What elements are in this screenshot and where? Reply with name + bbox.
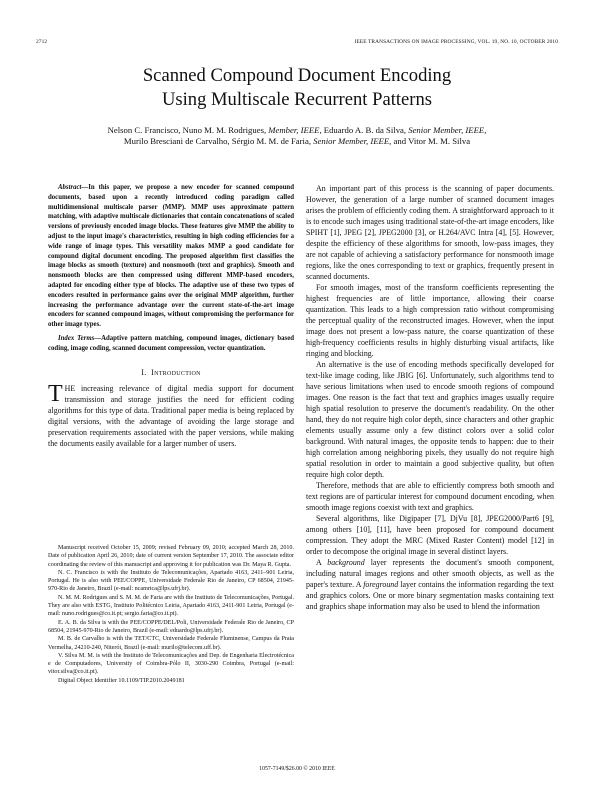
abstract [48, 183, 294, 330]
journal-name: IEEE TRANSACTIONS ON IMAGE PROCESSING, VOL. 19, NO. 10, OCTOBER 2010 [354, 39, 558, 45]
footnote: Manuscript received October 15, 2009; revised February 09, 2010; accepted March 28, 2010. Date of publication April 26, 2010; date of current version September 17, 2010. The associate editor coordinating the review of this manuscript and approving it for publication was Dr. Maya R. Gupta. [48, 545, 294, 568]
body-paragraph: An important part of this process is the scanning of paper documents. However, the generation of a large number of scanned document images arises the problem of efficiently coding them. A straightforward approach to it is to encode such images using traditional state-of-the-art image encoders, like SPIHT [1], JPEG [2], JPEG2000 [3], or H.264/AVC Intra [4], [5]. However, despite the efficiency of these algorithms for smooth, low-pass images, they are not capable of achieving a satisfactory performance for nonsmooth image regions, like the ones corresponding to text or graphics, frequently present in scanned documents. [306, 184, 554, 281]
intro-body [48, 380, 294, 449]
body-paragraph: An alternative is the use of encoding methods specifically developed for text-like image coding, like JBIG [6]. Unfortunately, such algorithms tend to have serious limitations when used to encode smooth regions of compound images. One reason is the fact that text and graphics images usually require high spatial resolution to preserve the document's readability. On the other hand, they do not require high color depth, since characters and other graphic elements usually assume only a few distinct colors over a solid color background. With natural images, the opposite tends to happen: due to their high correlation among neighboring pixels, they usually do not require high spatial resolution in order to maintain a good subjective quality, but often require high color depth. [306, 360, 554, 479]
body-paragraph: For smooth images, most of the transform coefficients representing the highest frequencies are of little importance, allowing their coarse quantization. This leads to a high compression ratio without compromising the perceptual quality of the reconstructed images. However, when the input image does not present a low-pass nature, the coarse quantization of these high-frequency coefficients results in highly disturbing visual artifacts, like ringing and blocking. [306, 283, 554, 358]
paper-title [36, 64, 558, 111]
body-paragraph: Therefore, methods that are able to efficiently compress both smooth and text regions are of particular interest for compound document encoding, when smooth image regions coexist with text and graphics. [306, 481, 554, 512]
author-names: , and Vitor M. M. Silva [389, 136, 471, 147]
emphasis-term: foreground [363, 580, 399, 589]
body-text: A [316, 558, 328, 567]
drop-cap: T [48, 380, 63, 407]
section-heading-introduction [48, 368, 294, 377]
footnote: E. A. B. da Silva is with the PEE/COPPE/DEL/Poli, Universidade Federale Rio de Janeiro, CP 68504, 21945-970-Rio de Janeiro, Brazil (e-mail: eduardo@lps.ufrj.br). [48, 619, 294, 634]
author-line-2 [36, 136, 558, 147]
title-line-2: Using Multiscale Recurrent Patterns [161, 88, 433, 110]
author-role: Senior Member, IEEE [313, 136, 390, 147]
index-terms [48, 334, 294, 354]
footnote: M. B. de Carvalho is with the TET/CTC, Universidade Federale Fluminense, Campus da Praia Vermelha, 24210-240, Niterói, Brazil (e-mail: murilo@telecom.uff.br). [48, 636, 294, 651]
index-terms-label: Index Terms— [58, 334, 102, 342]
doi: Digital Object Identifier 10.1109/TIP.2010.2049181 [58, 677, 185, 684]
footnotes [48, 544, 294, 685]
abstract-label: Abstract— [58, 184, 89, 191]
body-text: layer contains the information regarding the text and graphics colors. One or more binary segmentation masks containing text and graphics shape information may also be used to blend the information [306, 580, 554, 611]
body-paragraph [306, 557, 554, 612]
author-names: Murilo Bresciani de Carvalho, Sérgio M. M. de Faria, [123, 136, 314, 147]
left-column [48, 183, 294, 449]
body-paragraph: Several algorithms, like Digipaper [7], DjVu [8], JPEG2000/Part6 [9], among others [10], [11], have been proposed for compound document compression. They adopt the MRC (Mixed Raster Content) model [12] in order to decompose the original image in several distinct layers. [306, 514, 554, 556]
author-names: , Eduardo A. B. da Silva, [319, 125, 409, 135]
abstract-text: In this paper, we propose a new encoder for scanned compound documents, based upon a recently introduced coding paradigm called multidimensional multiscale parser (MMP). MMP uses approximate pattern matching, with adaptive multiscale dictionaries that contain concatenations of scaled versions of previously encoded image blocks. These features give MMP the ability to adjust to the input image's characteristics, resulting in high coding efficiencies for a wide range of image types. This versatility makes MMP a good candidate for compound digital document encoding. The proposed algorithm first classifies the image blocks as smooth (texture) and nonsmooth (text and graphics). Smooth and nonsmooth blocks are then compressed using different MMP-based encoders, adapted for encoding either type of blocks. The adaptive use of these two types of encoders resulted in performance gains over the original MMP algorithm, further increasing the performance advantage over the current state-of-the-art image encoders for scanned compound images, without compromising the performance for other image types. [48, 184, 294, 329]
running-header [36, 39, 558, 49]
right-column [306, 183, 554, 612]
title-line-1: Scanned Compound Document Encoding [142, 65, 452, 86]
footnote: V. Silva M. M. is with the Instituto de Telecomunicações and Dep. de Engenharia Electrotécnica e de Computadores, University of Coimbra-Pólo II, 3030-290 Coimbra, Portugal (e-mail: vitor.silva@co.it.pt). [48, 652, 294, 676]
author-separator: , [484, 125, 487, 135]
footnote: N. C. Francisco is with the Instituto de Telecomunicações, Apartado 4163, 2411–901 Leiria, Portugal. He is also with PEE/COPPE, Universidade Federale Rio de Janeiro, CP 68504, 21945-970-Rio de Janeiro, Brazil (e-mail: ncamrica@lps.ufrj.br). [48, 569, 294, 593]
emphasis-term: background [327, 558, 365, 567]
author-names: Nelson C. Francisco, Nuno M. M. Rodrigues, [107, 125, 269, 135]
intro-paragraph [48, 380, 294, 449]
index-terms-text: Adaptive pattern matching, compound images, dictionary based coding, image coding, scanned document compression, vector quantization. [48, 334, 295, 352]
intro-text: HE increasing relevance of digital media support for document transmission and storage justifies the need for efficient coding algorithms for this type of data. Traditional paper media is being replaced by digital versions, with the advantage of avoiding the large storage and preservation requirements associated with the paper versions, while making the documents easily available for a larger number of users. [48, 383, 294, 448]
author-role: Member, IEEE [268, 125, 320, 135]
author-line-1 [36, 125, 558, 136]
author-role: Senior Member, IEEE [408, 125, 485, 135]
copyright-footer: 1057-7149/$26.00 © 2010 IEEE [259, 766, 335, 772]
body-text: layer represents the document's smooth component, including natural images regions and other smooth objects, as well as the paper's texture. A [306, 558, 554, 589]
section-numeral: I. [141, 367, 147, 377]
section-title: Introduction [151, 367, 201, 377]
author-list [36, 125, 558, 147]
footnote: N. M. M. Rodrigues and S. M. M. de Faria are with the Instituto de Telecomunicações, Portugal. They are also with ESTG, Instituto Politécnico Leiria, Apartado 4163, 2411-901 Leiria, Portugal (e-mail: nuno.rodrigues@co.it.pt; sergio.faria@co.it.pt). [48, 594, 294, 618]
page-number: 2712 [36, 39, 48, 45]
